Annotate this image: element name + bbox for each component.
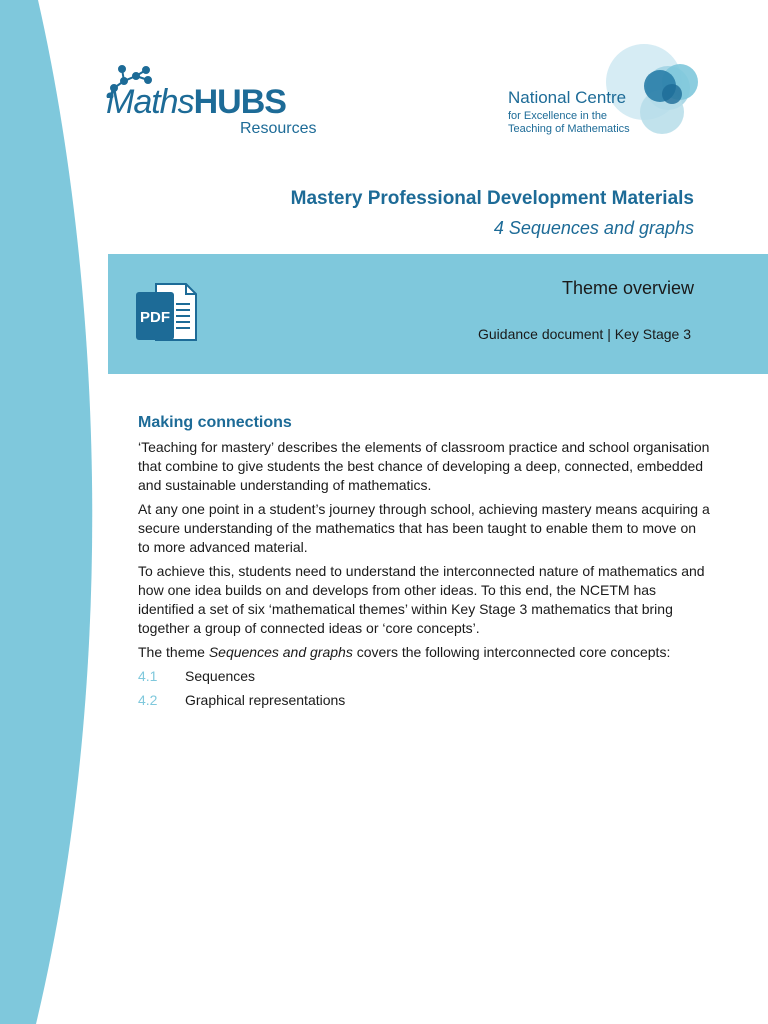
ncetm-name: National Centre <box>508 88 627 107</box>
section-heading: Making connections <box>138 414 292 431</box>
document-title: Mastery Professional Development Materials <box>290 188 694 209</box>
paragraph: At any one point in a student’s journey through school, achieving mastery means acquiring a secure understanding of the mathematics that has been taught to enable them to move on to more advanced material. <box>138 501 710 555</box>
maths-hubs-wordmark <box>106 82 286 122</box>
maths-hubs-logo <box>106 64 336 144</box>
theme-overview-heading: Theme overview <box>561 278 694 298</box>
ncetm-tagline-2: Teaching of Mathematics <box>508 123 630 135</box>
main-content <box>138 414 710 715</box>
document-subtitle: 4 Sequences and graphs <box>493 218 694 238</box>
wordmark-maths: Maths <box>106 83 194 121</box>
document-meta: Guidance document | Key Stage 3 <box>478 326 691 342</box>
concept-number: 4.1 <box>138 668 158 684</box>
maths-hubs-resources-label: Resources <box>240 120 317 137</box>
pdf-icon-label: PDF <box>140 309 170 326</box>
wordmark-hubs: HUBS <box>193 83 286 121</box>
paragraph: To achieve this, students need to understand the interconnected nature of mathematics and how one idea builds on and develops from other ideas. To this end, the NCETM has identified a set of six ‘mathematical themes’ within Key Stage 3 mathematics that bring together a group of connected ideas or ‘core concepts’. <box>138 563 705 636</box>
concept-label: Sequences <box>185 668 256 684</box>
ncetm-logo <box>500 44 710 134</box>
pdf-document-icon <box>136 282 198 344</box>
paragraph: ‘Teaching for mastery’ describes the elements of classroom practice and school organisation that combine to give students the best chance of developing a deep, connected, embedded and sustainable understanding of mathematics. <box>138 439 710 493</box>
list-item <box>138 667 710 686</box>
list-item <box>138 691 710 710</box>
theme-line-before: The theme <box>138 644 209 660</box>
concept-label: Graphical representations <box>185 692 346 708</box>
theme-line-after: covers the following interconnected core concepts: <box>352 644 671 660</box>
theme-name: Sequences and graphs <box>208 644 353 660</box>
theme-overview-band <box>108 254 768 374</box>
concept-number: 4.2 <box>138 692 158 708</box>
theme-intro-paragraph <box>138 643 710 662</box>
ncetm-tagline-1: for Excellence in the <box>508 110 608 122</box>
